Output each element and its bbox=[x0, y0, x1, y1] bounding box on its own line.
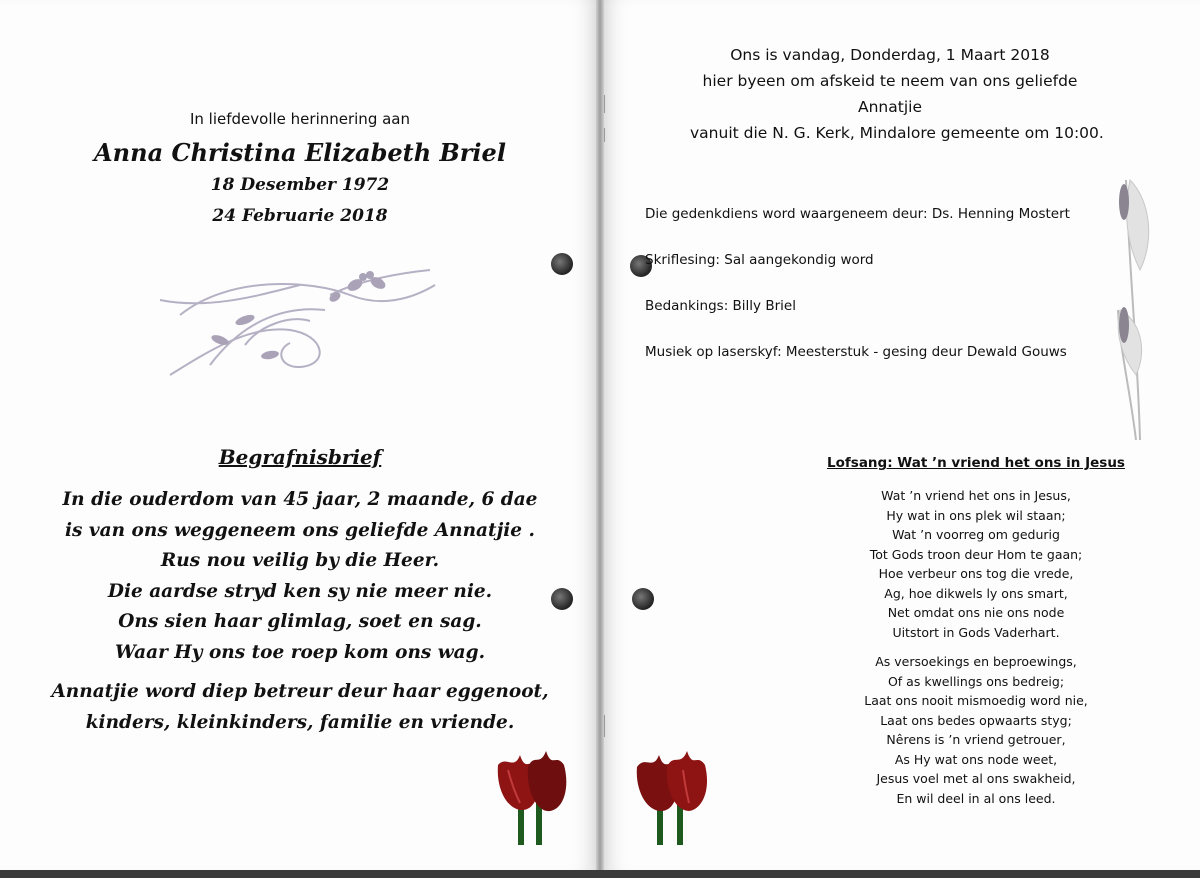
hymn-line: Ag, hoe dikwels ly ons smart, bbox=[884, 585, 1068, 601]
booklet-spine bbox=[596, 0, 604, 878]
heading-begrafnisbrief: Begrafnisbrief bbox=[218, 445, 382, 469]
punch-hole bbox=[632, 588, 654, 610]
intro-text: In liefdevolle herinnering aan bbox=[189, 110, 410, 128]
hymn-line: Uitstort in Gods Vaderhart. bbox=[892, 624, 1060, 640]
mourning-line: Annatjie word diep betreur deur haar eggenoot, bbox=[51, 681, 549, 702]
mourning-line: kinders, kleinkinders, familie en vriende. bbox=[85, 712, 515, 733]
scan-bottom-edge bbox=[0, 870, 1200, 878]
service-line: Ons is vandag, Donderdag, 1 Maart 2018 bbox=[730, 46, 1050, 64]
wheat-ornament bbox=[1100, 160, 1160, 445]
crease-mark bbox=[604, 95, 605, 113]
crease-mark bbox=[604, 128, 605, 142]
birds-ornament bbox=[150, 255, 450, 400]
hymn-line: Jesus voel met al ons swakheid, bbox=[876, 771, 1076, 786]
poem-line: Ons sien haar glimlag, soet en sag. bbox=[118, 611, 482, 632]
hymn-line: Tot Gods troon deur Hom te gaan; bbox=[869, 546, 1083, 562]
service-line: vanuit die N. G. Kerk, Mindalore gemeente om 10:00. bbox=[690, 124, 1104, 142]
service-line: Annatjie bbox=[858, 98, 922, 116]
hymn-line: Hy wat in ons plek wil staan; bbox=[886, 507, 1066, 523]
tulips-image bbox=[490, 745, 570, 845]
poem-line: Die aardse stryd ken sy nie meer nie. bbox=[107, 580, 493, 602]
death-date: 24 Februarie 2018 bbox=[212, 206, 388, 226]
service-line: hier byeen om afskeid te neem van ons geliefde bbox=[702, 72, 1078, 90]
crease-mark bbox=[604, 715, 605, 737]
program-scripture: Skriflesing: Sal aangekondig word bbox=[645, 252, 874, 268]
hymn-line: Wat ’n vriend het ons in Jesus, bbox=[881, 488, 1071, 503]
hymn-line: Hoe verbeur ons tog die vrede, bbox=[878, 566, 1074, 581]
hymn-line: Laat ons bedes opwaarts styg; bbox=[880, 712, 1072, 728]
punch-hole bbox=[551, 253, 573, 275]
hymn-verse-1 bbox=[826, 486, 1126, 642]
program-music: Musiek op laserskyf: Meesterstuk - gesing deur Dewald Gouws bbox=[645, 344, 1067, 360]
service-announcement bbox=[690, 42, 1104, 146]
hymn-line: Nêrens is ’n vriend getrouer, bbox=[886, 732, 1066, 747]
poem-line: Rus nou veilig by die Heer. bbox=[160, 550, 440, 571]
hymn-line: En wil deel in al ons leed. bbox=[896, 790, 1056, 806]
hymn-line: As versoekings en beproewings, bbox=[875, 654, 1077, 669]
program-thanks: Bedankings: Billy Briel bbox=[645, 298, 796, 314]
tulips-image bbox=[633, 745, 713, 845]
poem-line: Waar Hy ons toe roep kom ons wag. bbox=[114, 641, 486, 663]
program-officiant: Die gedenkdiens word waargeneem deur: Ds. Henning Mostert bbox=[645, 206, 1070, 222]
birth-date: 18 Desember 1972 bbox=[210, 175, 390, 195]
hymn-line: Laat ons nooit mismoedig word nie, bbox=[864, 693, 1088, 708]
poem-verse bbox=[40, 485, 560, 668]
poem-line: In die ouderdom van 45 jaar, 2 maande, 6 dae bbox=[62, 489, 538, 510]
hymn-title: Lofsang: Wat ’n vriend het ons in Jesus bbox=[827, 455, 1125, 471]
mourning-note bbox=[40, 676, 560, 738]
hymn-verse-2 bbox=[826, 652, 1126, 808]
hymn-line: As Hy wat ons node weet, bbox=[894, 751, 1058, 767]
left-page bbox=[0, 0, 597, 872]
hymn-line: Wat ’n voorreg om gedurig bbox=[892, 527, 1060, 542]
hymn-line: Net omdat ons nie ons node bbox=[887, 605, 1065, 620]
hymn-line: Of as kwellings ons bedreig; bbox=[887, 673, 1065, 689]
poem-line: is van ons weggeneem ons geliefde Annatjie . bbox=[65, 519, 535, 541]
deceased-name: Anna Christina Elizabeth Briel bbox=[94, 138, 506, 167]
